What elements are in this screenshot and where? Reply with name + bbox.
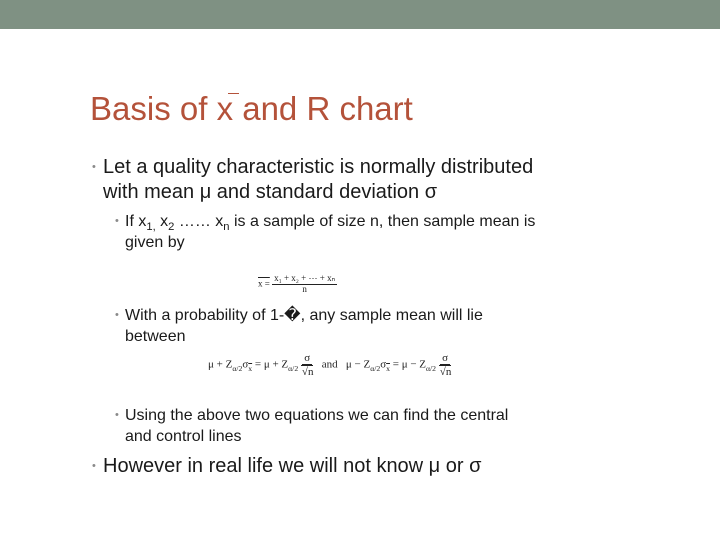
- bullet-5-line-1: However in real life we will not know μ or σ: [103, 455, 482, 477]
- bullet-icon: •: [115, 309, 119, 321]
- bullet-3-line-1: With a probability of 1-�, any sample mean will lie: [125, 307, 483, 324]
- bullet-icon: •: [92, 161, 96, 173]
- bullet-2-line-2: given by: [125, 234, 185, 251]
- bullet-3-line-2: between: [125, 328, 186, 345]
- bullet-1-line-2: with mean μ and standard deviation σ: [103, 181, 438, 203]
- slide-title: Basis of x and R chart: [90, 90, 413, 127]
- bullet-icon: •: [115, 215, 119, 227]
- bullet-icon: •: [92, 460, 96, 472]
- header-bar: [0, 0, 720, 29]
- control-limits-formula: $\mu + Z_{\alpha/2}\sigma_{\overline{x}} = \mu + Z_{\alpha/2}$ $\frac{\sigma}{√n}$ and $\mu - Z_{\alpha/2}\sigma_{\overline{x}} = \mu - Z_{\alpha/2}$ $\frac{\sigma}{√n}$: [208, 352, 452, 379]
- bullet-4-line-2: and control lines: [125, 428, 242, 445]
- bullet-icon: •: [115, 409, 119, 421]
- x-bar-symbol: x: [216, 90, 234, 127]
- sample-mean-formula: x = $\frac{\text{x₁ + x₂ + ⋯ + xₙ}}{n}$: [258, 273, 336, 294]
- bullet-1-line-1: Let a quality characteristic is normally distributed: [103, 156, 534, 178]
- bullet-2-line-1: If $x_{1,}$ $x_2$ …… $x_n$ is a sample of size n, then sample mean is: [125, 213, 536, 234]
- bullet-4-line-1: Using the above two equations we can find the central: [125, 407, 509, 424]
